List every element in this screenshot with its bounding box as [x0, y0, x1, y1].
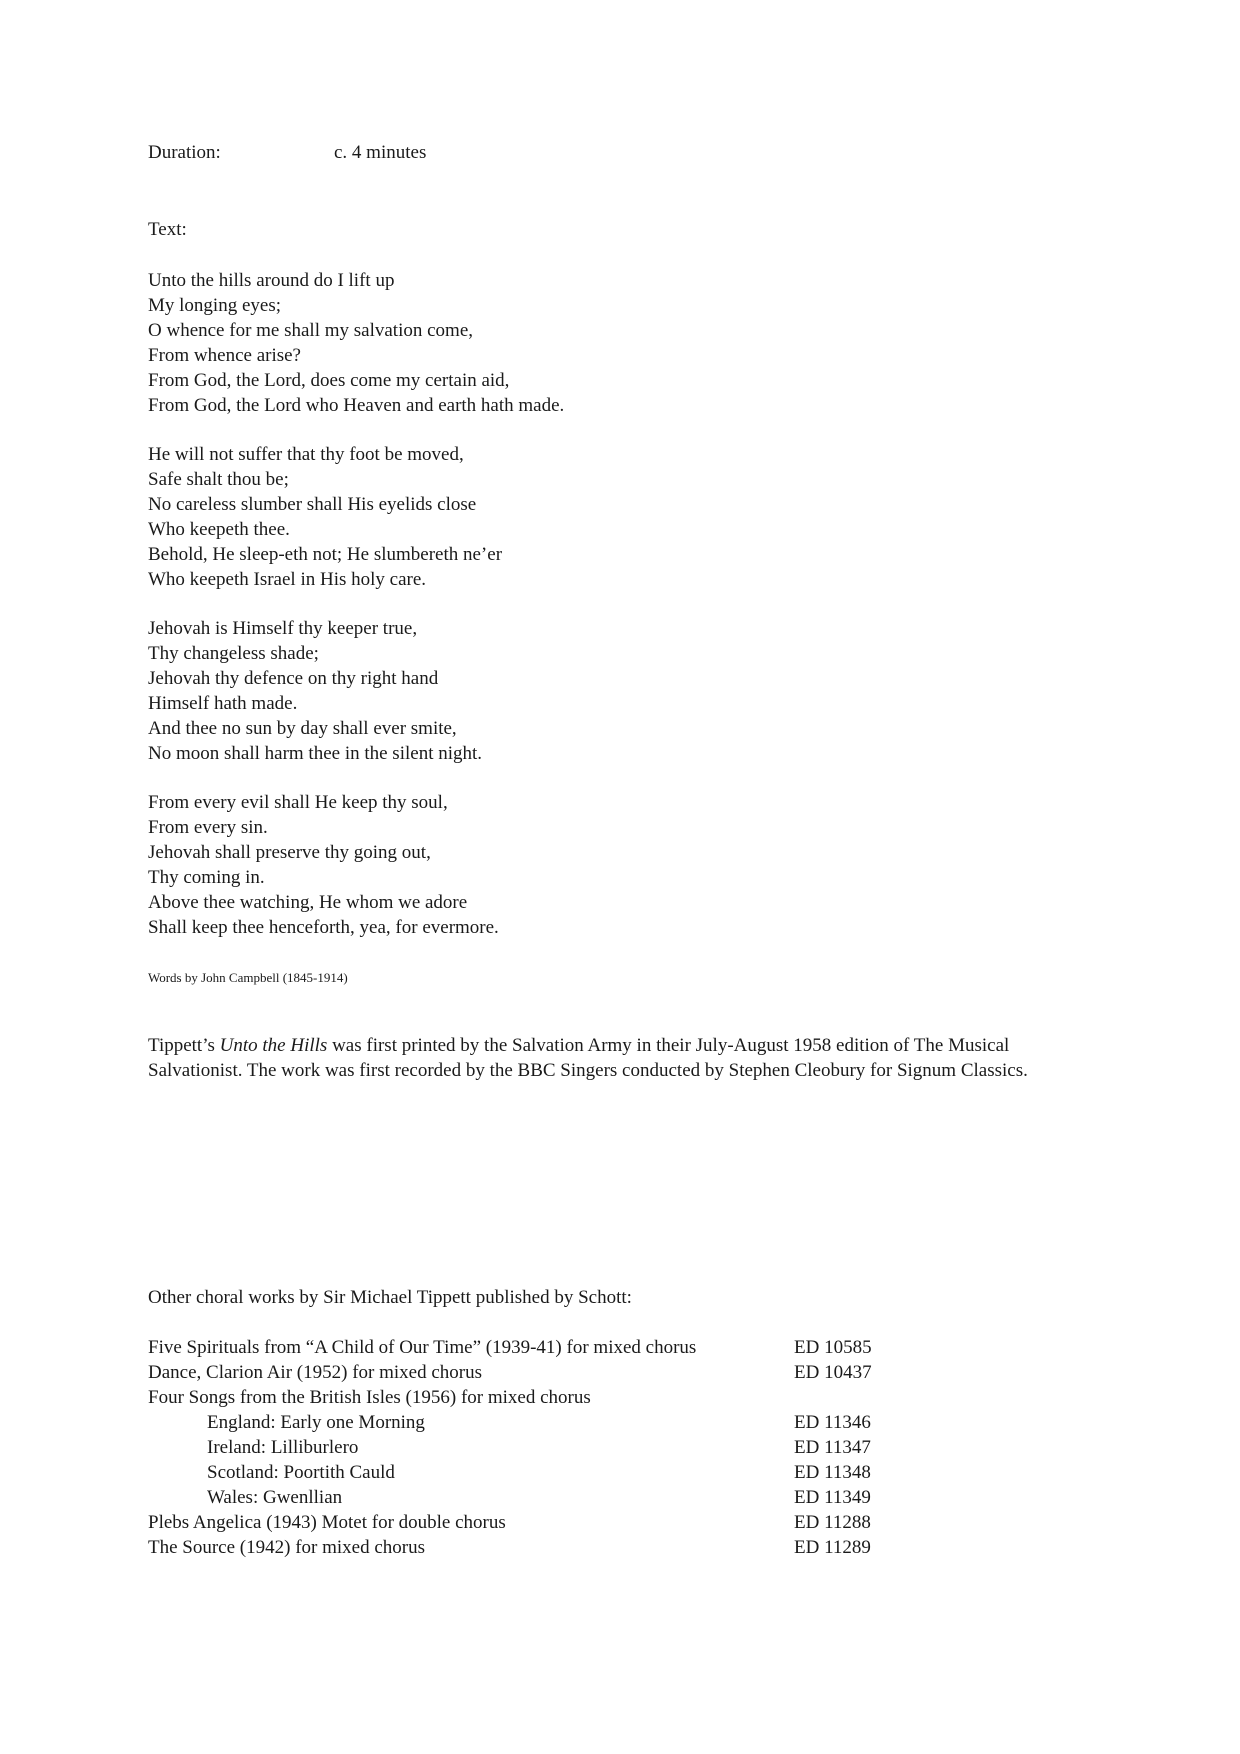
stanza: [148, 790, 848, 940]
work-code: ED 11288: [794, 1512, 871, 1533]
work-title: England: Early one Morning: [207, 1412, 425, 1433]
work-title: Four Songs from the British Isles (1956) for mixed chorus: [148, 1387, 591, 1408]
poem-line: No moon shall harm thee in the silent night.: [148, 743, 483, 764]
work-row-sub: [148, 1460, 908, 1485]
poem-line: Safe shalt thou be;: [148, 469, 289, 490]
note-body: was first printed by the Salvation Army in their July-August 1958 edition of The Musical Salvationist. The work was first recorded by the BBC Singers conducted by Stephen Cleobury for Signum Classics.: [148, 1035, 1028, 1081]
work-row-sub: [148, 1485, 908, 1510]
poem-line: Jehovah is Himself thy keeper true,: [148, 618, 418, 639]
poem-line: Thy changeless shade;: [148, 643, 319, 664]
duration-label: Duration:: [148, 142, 221, 163]
work-row-sub: [148, 1435, 908, 1460]
text-credit: Words by John Campbell (1845-1914): [148, 970, 348, 985]
stanza: [148, 616, 848, 766]
note-prefix: Tippett’s: [148, 1035, 220, 1056]
text-heading: Text:: [148, 219, 187, 240]
work-code: ED 11348: [794, 1462, 871, 1483]
poem-line: And thee no sun by day shall ever smite,: [148, 718, 457, 739]
work-code: ED 10585: [794, 1337, 872, 1358]
poem-line: O whence for me shall my salvation come,: [148, 320, 474, 341]
duration-value: c. 4 minutes: [334, 142, 427, 163]
stanza: [148, 268, 848, 418]
work-code: ED 11289: [794, 1537, 871, 1558]
work-row-sub: [148, 1410, 908, 1435]
poem-line: Unto the hills around do I lift up: [148, 270, 395, 291]
poem-line: From God, the Lord who Heaven and earth hath made.: [148, 395, 565, 416]
work-title: Plebs Angelica (1943) Motet for double chorus: [148, 1512, 506, 1533]
work-title: Wales: Gwenllian: [207, 1487, 343, 1508]
poem-line: Jehovah thy defence on thy right hand: [148, 668, 439, 689]
note-work-title: Unto the Hills: [219, 1035, 328, 1056]
poem-line: My longing eyes;: [148, 295, 281, 316]
work-code: ED 11346: [794, 1412, 871, 1433]
poem-line: No careless slumber shall His eyelids close: [148, 494, 477, 515]
poem-line: He will not suffer that thy foot be moved,: [148, 444, 464, 465]
other-works-heading: Other choral works by Sir Michael Tippett published by Schott:: [148, 1287, 632, 1308]
poem-line: Who keepeth Israel in His holy care.: [148, 569, 427, 590]
work-title: Five Spirituals from “A Child of Our Time” (1939-41) for mixed chorus: [148, 1337, 697, 1358]
poem-line: Shall keep thee henceforth, yea, for evermore.: [148, 917, 499, 938]
work-row: [148, 1335, 908, 1360]
duration-row: [148, 141, 426, 165]
work-code: ED 10437: [794, 1362, 872, 1383]
work-row: [148, 1535, 908, 1560]
poem-line: Jehovah shall preserve thy going out,: [148, 842, 431, 863]
work-code: ED 11347: [794, 1437, 871, 1458]
poem-line: Who keepeth thee.: [148, 519, 290, 540]
poem-line: From whence arise?: [148, 345, 301, 366]
poem-line: Behold, He sleep-eth not; He slumbereth ne’er: [148, 544, 503, 565]
work-title: Dance, Clarion Air (1952) for mixed chorus: [148, 1362, 482, 1383]
work-row: [148, 1510, 908, 1535]
work-row: [148, 1385, 908, 1410]
poem-line: From every evil shall He keep thy soul,: [148, 792, 448, 813]
work-row: [148, 1360, 908, 1385]
poem-line: Himself hath made.: [148, 693, 298, 714]
poem-line: From God, the Lord, does come my certain aid,: [148, 370, 510, 391]
stanza: [148, 442, 848, 592]
work-title: Scotland: Poortith Cauld: [207, 1462, 395, 1483]
poem-line: Thy coming in.: [148, 867, 265, 888]
work-code: ED 11349: [794, 1487, 871, 1508]
poem-line: From every sin.: [148, 817, 268, 838]
poem: [148, 268, 848, 964]
other-works-list: [148, 1335, 908, 1560]
publication-note: [148, 1033, 1108, 1083]
work-title: The Source (1942) for mixed chorus: [148, 1537, 426, 1558]
poem-line: Above thee watching, He whom we adore: [148, 892, 468, 913]
work-title: Ireland: Lilliburlero: [207, 1437, 359, 1458]
